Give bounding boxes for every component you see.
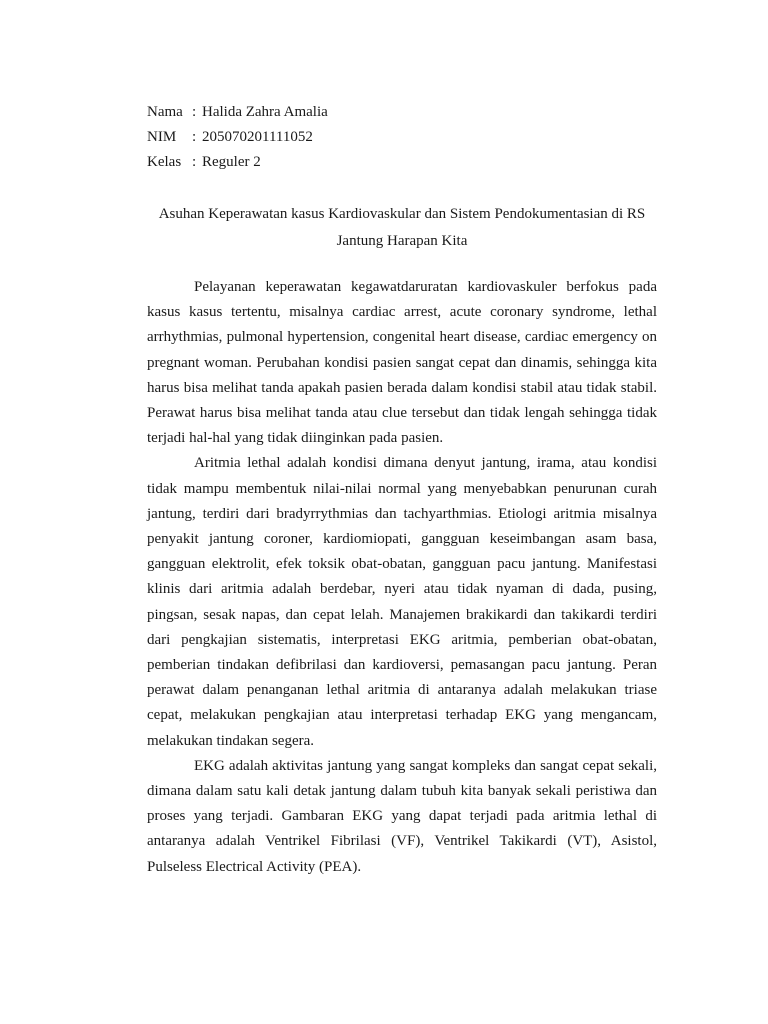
- nim-separator: :: [192, 129, 197, 145]
- class-separator: :: [192, 154, 197, 170]
- name-separator: :: [192, 104, 197, 120]
- class-row: [147, 150, 328, 175]
- paragraph-lethal-arrhythmia: Aritmia lethal adalah kondisi dimana denyut jantung, irama, atau kondisi tidak mampu membentuk nilai-nilai normal yang menyebabkan penurunan curah jantung, terdiri dari bradyrrythmias dan tachyarthmias. Etiologi aritmia misalnya penyakit jantung coroner, kardiomiopati, gangguan keseimbangan asam basa, gangguan elektrolit, efek toksik obat-obatan, gangguan pacu jantung. Manifestasi klinis dari aritmia adalah berdebar, nyeri atau tidak nyaman di dada, pusing, pingsan, sesak napas, dan cepat lelah. Manajemen brakikardi dan takikardi terdiri dari pengkajian sistematis, interpretasi EKG aritmia, pemberian obat-obatan, pemberian tindakan defibrilasi dan kardioversi, pemasangan pacu jantung. Peran perawat dalam penanganan lethal aritmia di antaranya adalah melakukan triase cepat, melakukan pengkajian atau interpretasi terhadap EKG yang mengancam, melakukan tindakan segera.: [147, 455, 657, 749]
- class-label: Kelas: [147, 154, 182, 170]
- name-row: [147, 100, 328, 125]
- paragraph-ekg: EKG adalah aktivitas jantung yang sangat kompleks dan sangat cepat sekali, dimana dalam satu kali detak jantung dalam tubuh kita banyak sekali peristiwa dan proses yang terjadi. Gambaran EKG yang dapat terjadi pada aritmia lethal di antaranya adalah Ventrikel Fibrilasi (VF), Ventrikel Takikardi (VT), Asistol, Pulseless Electrical Activity (PEA).: [147, 757, 657, 875]
- paragraph-nursing-services: Pelayanan keperawatan kegawatdaruratan kardiovaskuler berfokus pada kasus kasus tertentu, misalnya cardiac arrest, acute coronary syndrome, lethal arrhythmias, pulmonal hypertension, congenital heart disease, cardiac emergency on pregnant woman. Perubahan kondisi pasien sangat cepat dan dinamis, sehingga kita harus bisa melihat tanda apakah pasien berada dalam kondisi stabil atau tidak stabil. Perawat harus bisa melihat tanda atau clue tersebut dan tidak lengah sehingga tidak terjadi hal-hal yang tidak diinginkan pada pasien.: [147, 279, 657, 447]
- nim-value: 205070201111052: [202, 129, 313, 145]
- class-value: Reguler 2: [202, 154, 261, 170]
- document-body: [147, 275, 657, 880]
- name-label: Nama: [147, 104, 183, 120]
- name-value: Halida Zahra Amalia: [202, 104, 328, 120]
- title-line-1: Asuhan Keperawatan kasus Kardiovaskular dan Sistem Pendokumentasian di RS: [158, 206, 646, 222]
- title-line-2: Jantung Harapan Kita: [336, 233, 468, 249]
- document-title: [147, 201, 657, 255]
- nim-label: NIM: [147, 129, 177, 145]
- nim-row: [147, 125, 328, 150]
- student-identity: [147, 100, 328, 175]
